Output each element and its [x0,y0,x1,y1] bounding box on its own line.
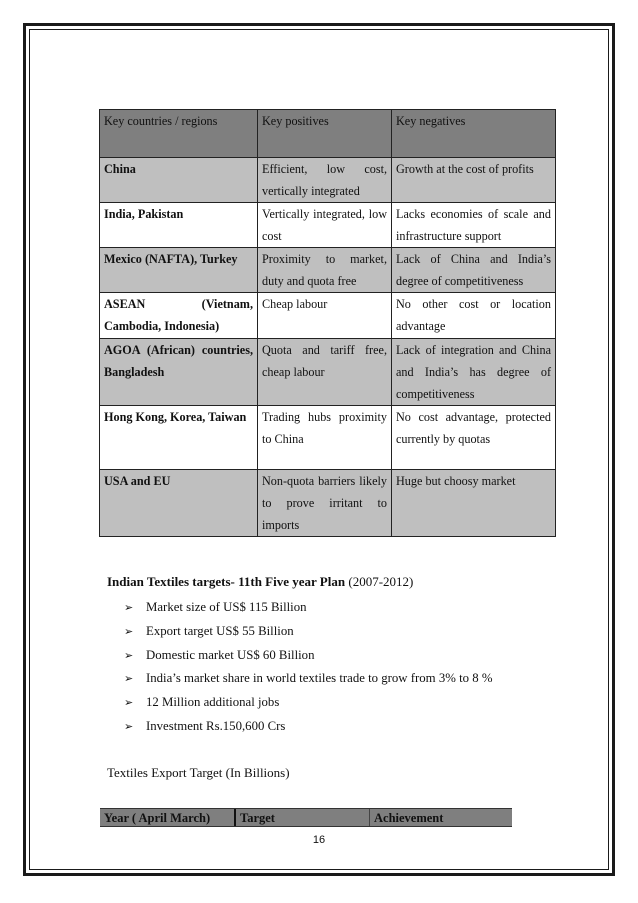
table-row [100,248,556,293]
row-negatives: Growth at the cost of profits [392,158,556,203]
row-negatives: No other cost or location advantage [392,293,556,339]
key-countries-table [99,109,556,537]
list-item-text: 12 Million additional jobs [146,695,280,710]
page-number: 16 [312,834,326,846]
header-negatives: Key negatives [392,110,556,158]
row-positives: Proximity to market, duty and quota free [258,248,392,293]
targets-heading-years: (2007-2012) [345,574,414,589]
table-row [100,406,556,470]
row-country: USA and EU [100,470,258,537]
row-country: India, Pakistan [100,203,258,248]
table-row [100,203,556,248]
table-row [100,339,556,406]
targets-list [124,597,493,740]
list-item-text: Market size of US$ 115 Billion [146,600,307,614]
list-item [124,597,493,621]
row-negatives: No cost advantage, protected currently by quotas [392,406,556,470]
table-row [100,470,556,537]
header-achievement: Achievement [370,809,512,826]
header-target: Target [236,809,370,826]
export-target-heading: Textiles Export Target (In Billions) [107,765,290,780]
row-positives: Non-quota barriers likely to prove irritant to imports [258,470,392,537]
row-positives: Cheap labour [258,293,392,339]
row-negatives: Lack of China and India’s degree of competitiveness [392,248,556,293]
list-item [124,621,493,645]
row-positives: Trading hubs proximity to China [258,406,392,470]
arrow-bullet-icon: ➢ [124,648,134,662]
list-item-text: Domestic market US$ 60 Billion [146,647,315,662]
header-positives: Key positives [258,110,392,158]
row-country: Mexico (NAFTA), Turkey [100,248,258,293]
arrow-bullet-icon: ➢ [124,672,134,686]
arrow-bullet-icon: ➢ [124,696,134,710]
list-item [124,692,493,716]
targets-heading-bold: Indian Textiles targets- 11th Five year Plan [107,574,346,589]
row-positives: Quota and tariff free, cheap labour [258,339,392,406]
table-row [100,158,556,203]
arrow-bullet-icon: ➢ [124,624,134,638]
row-country: ASEAN (Vietnam, Cambodia, Indonesia) [100,293,258,339]
row-negatives: Huge but choosy market [392,470,556,537]
row-positives: Vertically integrated, low cost [258,203,392,248]
row-country: China [100,158,258,203]
export-target-table-header [100,808,512,827]
arrow-bullet-icon: ➢ [124,601,134,614]
list-item-text: Export target US$ 55 Billion [146,623,294,638]
row-negatives: Lack of integration and China and India’s has degree of competitiveness [392,339,556,406]
header-year: Year ( April March) [100,809,236,826]
list-item-text: India’s market share in world textiles trade to grow from 3% to 8 % [146,671,493,686]
row-negatives: Lacks economies of scale and infrastructure support [392,203,556,248]
table-header-row [100,110,556,158]
table-row [100,293,556,339]
header-countries: Key countries / regions [100,110,258,158]
list-item [124,668,493,692]
targets-heading [107,574,413,590]
list-item [124,645,493,669]
list-item [124,716,493,740]
row-country: AGOA (African) countries, Bangladesh [100,339,258,406]
row-country: Hong Kong, Korea, Taiwan [100,406,258,470]
row-positives: Efficient, low cost, vertically integrated [258,158,392,203]
arrow-bullet-icon: ➢ [124,719,134,733]
list-item-text: Investment Rs.150,600 Crs [146,718,286,733]
